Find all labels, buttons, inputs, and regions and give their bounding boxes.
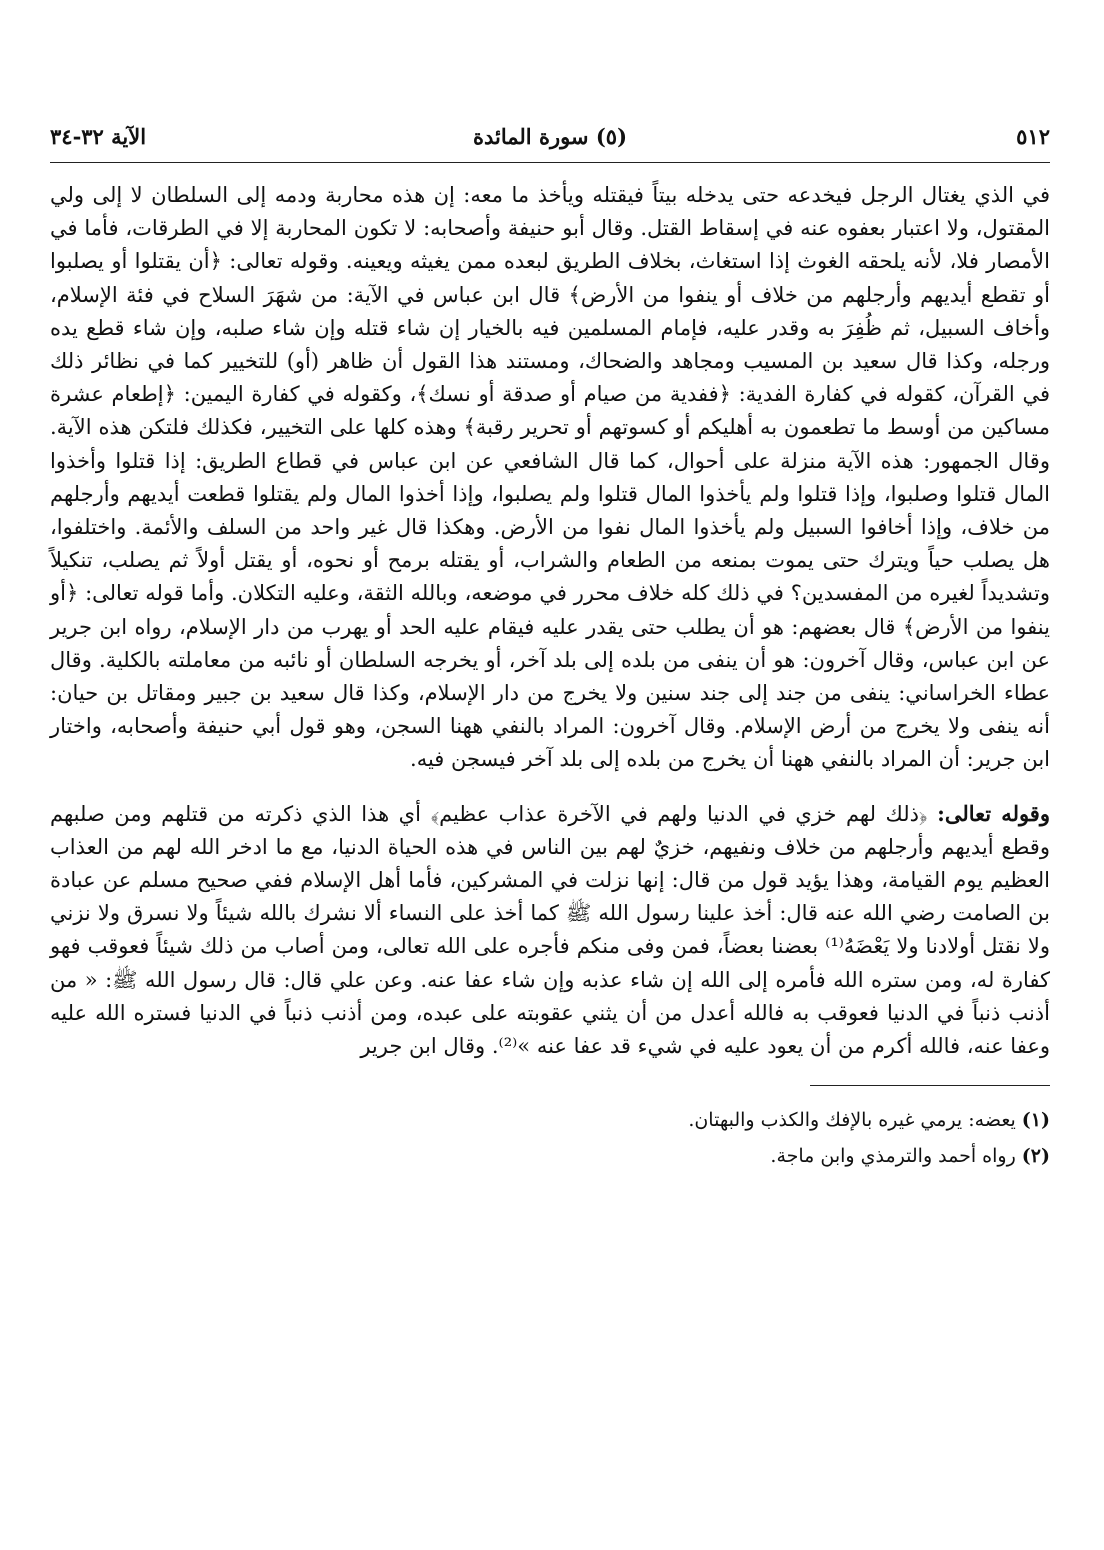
page-number: ٥١٢ xyxy=(1016,124,1050,149)
paragraph-2-lead: وقوله تعالى: xyxy=(937,800,1050,826)
footnote-1-text: يعضه: يرمي غيره بالإفك والكذب والبهتان. xyxy=(688,1109,1016,1132)
ayah-range: الآية ٣٢-٣٤ xyxy=(50,124,147,149)
footnote-2 xyxy=(50,1140,1050,1172)
paragraph-2-text: ﴿ذلك لهم خزي في الدنيا ولهم في الآخرة عذاب عظيم﴾ أي هذا الذي ذكرته من قتلهم ومن صلبهم وقطع أيديهم وأرجلهم من خلاف ونفيهم، خزيٌ لهم بين الناس في هذه الحياة الدنيا، مع ما ادخر الله لهم من العذاب العظيم يوم القيامة، وهذا يؤيد قول من قال: إنها نزلت في المشركين، فأما أهل الإسلام ففي صحيح مسلم عن عبادة بن الصامت رضي الله عنه قال: أخذ علينا رسول الله ﷺ كما أخذ على النساء ألا نشرك بالله شيئاً ولا نسرق ولا نزني ولا نقتل أولادنا ولا يَعْضَهُ⁽¹⁾ بعضنا بعضاً، فمن وفى منكم فأجره على الله تعالى، ومن أصاب من ذلك شيئاً فعوقب فهو كفارة له، ومن ستره الله فأمره إلى الله إن شاء عذبه وإن شاء عفا عنه. وعن علي قال: قال رسول الله ﷺ: « من أذنب ذنباً في الدنيا فعوقب به فالله أعدل من أن يثني عقوبته على عبده، ومن أذنب ذنباً في الدنيا فستره الله عليه وعفا عنه، فالله أكرم من أن يعود عليه في شيء قد عفا عنه »⁽²⁾. وقال ابن جرير xyxy=(50,801,1050,1059)
header-divider xyxy=(50,162,1050,163)
main-text xyxy=(50,179,1050,1063)
sura-title: (٥) سورة المائدة xyxy=(472,124,627,149)
footnote-2-number: (٢) xyxy=(1021,1145,1050,1168)
footnotes xyxy=(50,1104,1050,1172)
paragraph-2 xyxy=(50,797,1050,1064)
paragraph-1: في الذي يغتال الرجل فيخدعه حتى يدخله بيتاً فيقتله ويأخذ ما معه: إن هذه محاربة ودمه إلى السلطان لا إلى ولي المقتول، ولا اعتبار بعفوه عنه في إسقاط القتل. وقال أبو حنيفة وأصحابه: لا تكون المحاربة إلا في الطرقات، فأما في الأمصار فلا، لأنه يلحقه الغوث إذا استغاث، بخلاف الطريق لبعده ممن يغيثه ويعينه. وقوله تعالى: ﴿أن يقتلوا أو يصلبوا أو تقطع أيديهم وأرجلهم من خلاف أو ينفوا من الأرض﴾ قال ابن عباس في الآية: من شهَرَ السلاح في فئة الإسلام، وأخاف السبيل، ثم ظُفِرَ به وقدر عليه، فإمام المسلمين فيه بالخيار إن شاء قتله وإن شاء صلبه، وإن شاء قطع يده ورجله، وكذا قال سعيد بن المسيب ومجاهد والضحاك، ومستند هذا القول أن ظاهر (أو) للتخيير كما في نظائر ذلك في القرآن، كقوله في كفارة الفدية: ﴿ففدية من صيام أو صدقة أو نسك﴾، وكقوله في كفارة اليمين: ﴿إطعام عشرة مساكين من أوسط ما تطعمون به أهليكم أو كسوتهم أو تحرير رقبة﴾ وهذه كلها على التخيير، فكذلك فلتكن هذه الآية. وقال الجمهور: هذه الآية منزلة على أحوال، كما قال الشافعي عن ابن عباس في قطاع الطريق: إذا قتلوا وأخذوا المال قتلوا وصلبوا، وإذا قتلوا ولم يأخذوا المال قتلوا ولم يصلبوا، وإذا أخذوا المال ولم يقتلوا قطعت أيديهم وأرجلهم من خلاف، وإذا أخافوا السبيل ولم يأخذوا المال نفوا من الأرض. وهكذا قال غير واحد من السلف والأئمة. واختلفوا، هل يصلب حياً ويترك حتى يموت بمنعه من الطعام والشراب، أو يقتله برمح أو نحوه، أو يقتل أولاً ثم يصلب، تنكيلاً وتشديداً لغيره من المفسدين؟ في ذلك كله خلاف محرر في موضعه، وبالله الثقة، وعليه التكلان. وأما قوله تعالى: ﴿أو ينفوا من الأرض﴾ قال بعضهم: هو أن يطلب حتى يقدر عليه فيقام عليه الحد أو يهرب من دار الإسلام، رواه ابن جرير عن ابن عباس، وقال آخرون: هو أن ينفى من بلده إلى بلد آخر، أو يخرجه السلطان أو نائبه من معاملته بالكلية. وقال عطاء الخراساني: ينفى من جند إلى جند سنين ولا يخرج من دار الإسلام، وكذا قال سعيد بن جبير ومقاتل بن حيان: أنه ينفى ولا يخرج من أرض الإسلام. وقال آخرون: المراد بالنفي ههنا السجن، وهو قول أبي حنيفة وأصحابه، واختار ابن جرير: أن المراد بالنفي ههنا أن يخرج من بلده إلى بلد آخر فيسجن فيه. xyxy=(50,183,1051,772)
footnote-1 xyxy=(50,1104,1050,1136)
book-page xyxy=(50,118,1050,1176)
footnote-1-number: (١) xyxy=(1021,1109,1050,1132)
running-header xyxy=(50,118,1050,158)
footnote-divider xyxy=(810,1085,1050,1086)
footnote-2-text: رواه أحمد والترمذي وابن ماجة. xyxy=(770,1145,1016,1168)
